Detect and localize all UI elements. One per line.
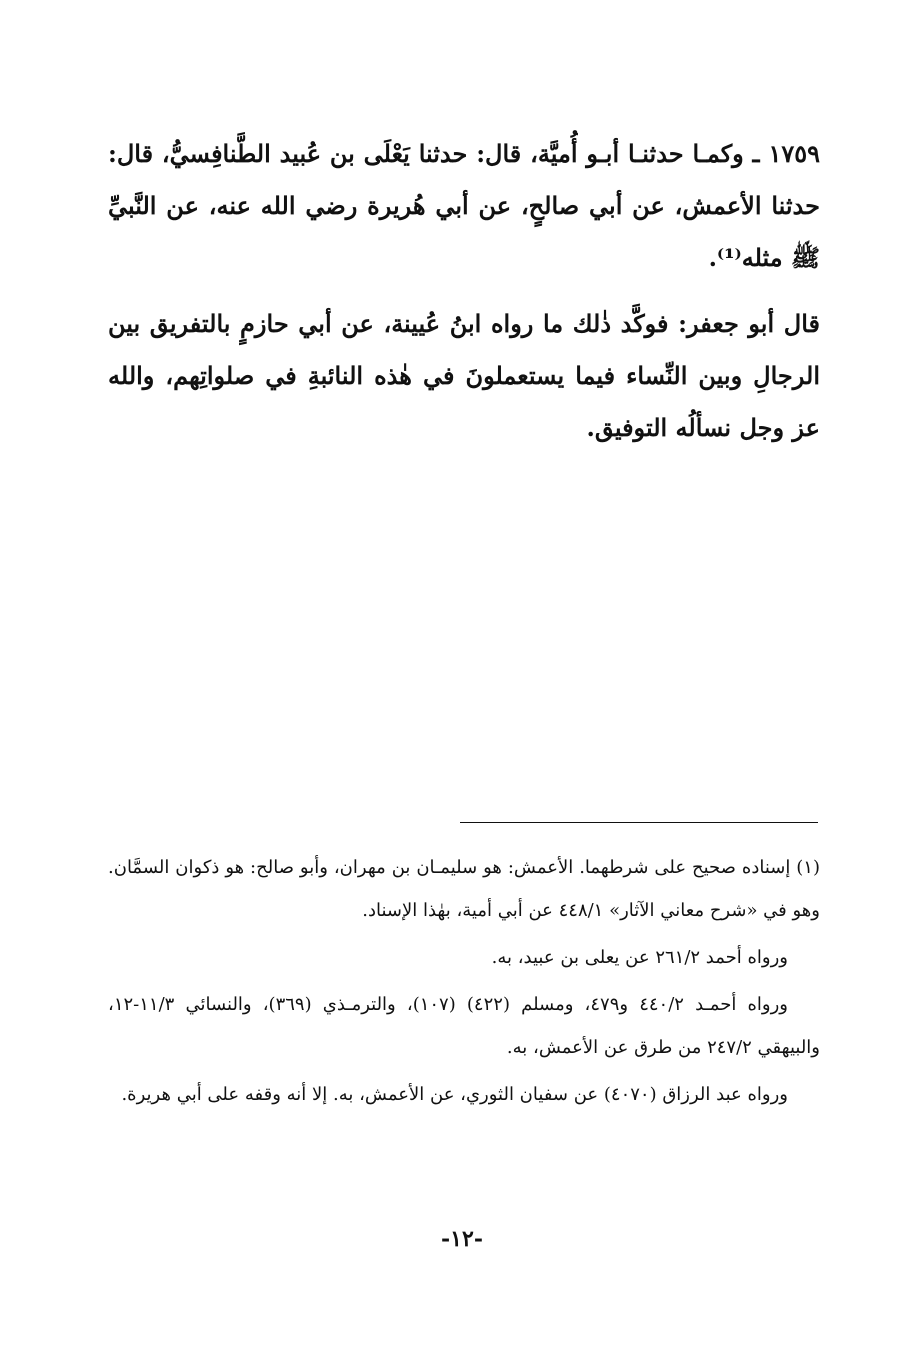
footnote-paragraph: (١) إسناده صحيح على شرطهما. الأعمش: هو سليمـان بن مهران، وأبو صالح: هو ذكوان السمَّان. وهو في «شرح معاني الآثار» ٤٤٨/١ عن أبي أمية، بهٰذا الإسناد. <box>108 857 820 921</box>
footnote-paragraph: ورواه أحمـد ٤٤٠/٢ و٤٧٩، ومسلم (٤٢٢) (١٠٧)، والترمـذي (٣٦٩)، والنسائي ١١/٣-١٢، والبيهقي ٢٤٧/٢ من طرق عن الأعمش، به. <box>108 994 820 1058</box>
page-number: -١٢- <box>441 1226 483 1252</box>
footnotes <box>108 846 820 1120</box>
main-text <box>108 128 820 468</box>
footnote-paragraph: ورواه عبد الرزاق (٤٠٧٠) عن سفيان الثوري، عن الأعمش، به. إلا أنه وقفه على أبي هريرة. <box>121 1084 788 1105</box>
footnote-divider <box>460 822 818 823</box>
commentary-paragraph: قال أبو جعفر: فوكَّد ذٰلك ما رواه ابنُ عُيينة، عن أبي حازمٍ بالتفريق بين الرجالِ وبين النِّساء فيما يستعملونَ في هٰذه النائبةِ في صلواتِهم، والله عز وجل نسألُه التوفيق. <box>108 309 820 442</box>
footnote-paragraph: ورواه أحمد ٢٦١/٢ عن يعلى بن عبيد، به. <box>491 947 788 968</box>
hadith-paragraph: ١٧٥٩ ـ وكمـا حدثنـا أبـو أُميَّة، قال: حدثنا يَعْلَى بن عُبيد الطَّنافِسيُّ، قال: حدثنا الأعمش، عن أبي صالحٍ، عن أبي هُريرة رضي الله عنه، عن النَّبيِّ ﷺ مثله⁽¹⁾. <box>108 139 820 272</box>
